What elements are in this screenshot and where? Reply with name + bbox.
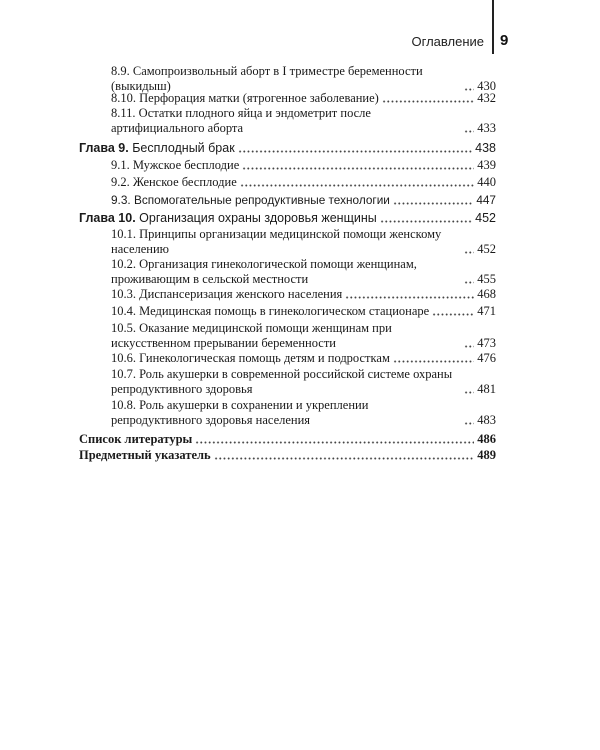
toc-entry-title	[111, 193, 390, 208]
toc-entry-title	[111, 175, 237, 190]
toc-entry-text: Бесплодный брак	[132, 141, 235, 155]
toc-entry-text: 8.11. Остатки плодного яйца и эндометрит после артифициального аборта	[111, 106, 371, 135]
chapter-label: Глава 10.	[79, 211, 136, 225]
toc-entry	[95, 158, 496, 173]
toc-entry-text: 8.9. Самопроизвольный аборт в I триместре беременности (выкидыш)	[111, 64, 423, 93]
toc-page-number: 468	[477, 287, 496, 301]
toc-entry	[79, 211, 496, 226]
toc-page-number: 452	[475, 211, 496, 225]
toc-page-number: 481	[477, 382, 496, 396]
toc-page-number: 489	[477, 448, 496, 462]
running-title: Оглавление	[411, 34, 484, 49]
toc-entry	[95, 175, 496, 190]
toc-entry-title	[111, 64, 461, 94]
dot-leader	[214, 450, 475, 460]
toc-page-number: 430	[477, 79, 496, 93]
dot-leader	[195, 434, 474, 444]
toc-entry-title	[79, 211, 377, 226]
toc-page-number: 440	[477, 175, 496, 189]
chapter-label: Глава 9.	[79, 141, 129, 155]
toc-entry-text: Список литературы	[79, 432, 193, 446]
toc-entry	[95, 257, 496, 287]
toc-entry-title	[111, 91, 379, 106]
toc-entry	[95, 91, 496, 106]
toc-entry	[95, 321, 496, 351]
dot-leader	[464, 244, 474, 254]
toc-entry-title	[111, 351, 390, 366]
toc-entry	[95, 227, 496, 257]
toc-entry-title	[111, 227, 461, 257]
dot-leader	[464, 338, 474, 348]
toc-page-number: 486	[477, 432, 496, 446]
toc-entry-text: 10.1. Принципы организации медицинской помощи женскому населению	[111, 227, 442, 256]
page-number: 9	[500, 32, 509, 49]
toc-entry	[95, 351, 496, 366]
dot-leader	[240, 177, 474, 187]
toc-entry	[95, 304, 496, 319]
toc-page-number: 433	[477, 121, 496, 135]
toc-entry-title	[111, 367, 461, 397]
dot-leader	[393, 195, 473, 205]
dot-leader	[382, 93, 474, 103]
toc-entry-title	[111, 287, 342, 302]
dot-leader	[345, 289, 474, 299]
toc-entry-text: 9.3. Вспомогательные репродуктивные технологии	[111, 193, 390, 207]
toc-entry	[95, 64, 496, 94]
toc-page-number: 476	[477, 351, 496, 365]
toc-entry	[95, 106, 496, 136]
toc-entry-text: 10.4. Медицинская помощь в гинекологическом стационаре	[111, 304, 430, 318]
toc-page-number: 438	[475, 141, 496, 155]
dot-leader	[464, 274, 474, 284]
toc-page-number: 439	[477, 158, 496, 172]
toc-entry-title	[111, 304, 429, 319]
dot-leader	[464, 123, 474, 133]
toc-entry-title	[79, 432, 192, 447]
toc-entry	[95, 367, 496, 397]
toc-entry-text: 9.1. Мужское бесплодие	[111, 158, 240, 172]
toc-entry-title	[79, 448, 211, 463]
toc-entry-text: 10.8. Роль акушерки в сохранении и укреплении репродуктивного здоровья населения	[111, 398, 369, 427]
toc-entry	[79, 432, 496, 447]
dot-leader	[380, 213, 472, 223]
dot-leader	[464, 81, 474, 91]
toc-page-number: 473	[477, 336, 496, 350]
toc-entry-text: 10.5. Оказание медицинской помощи женщинам при искусственном прерывании беременности	[111, 321, 392, 350]
toc-page-number: 447	[476, 193, 496, 207]
toc-entry-title	[111, 321, 461, 351]
toc-page-number: 471	[477, 304, 496, 318]
toc-entry-title	[111, 398, 461, 428]
dot-leader	[393, 353, 474, 363]
toc-entry-title	[111, 257, 461, 287]
toc-entry-text: 10.6. Гинекологическая помощь детям и подросткам	[111, 351, 390, 365]
toc-entry	[79, 141, 496, 156]
toc-entry-title	[79, 141, 235, 156]
toc-entry-text: Предметный указатель	[79, 448, 211, 462]
toc-entry-text: 10.2. Организация гинекологической помощи женщинам, проживающим в сельской местности	[111, 257, 417, 286]
toc-entry-text: 10.7. Роль акушерки в современной российской системе охраны репродуктивного здоровья	[111, 367, 453, 396]
toc-page-number: 452	[477, 242, 496, 256]
toc-entry-text: 8.10. Перфорация матки (ятрогенное заболевание)	[111, 91, 379, 105]
dot-leader	[464, 415, 474, 425]
dot-leader	[464, 384, 474, 394]
toc-entry-text: 10.3. Диспансеризация женского населения	[111, 287, 343, 301]
dot-leader	[242, 160, 474, 170]
toc-entry	[79, 448, 496, 463]
toc-entry-text: 9.2. Женское бесплодие	[111, 175, 237, 189]
toc-page-number: 483	[477, 413, 496, 427]
dot-leader	[238, 143, 472, 153]
dot-leader	[432, 306, 474, 316]
toc-entry-title	[111, 158, 239, 173]
toc-entry-text: Организация охраны здоровья женщины	[139, 211, 377, 225]
toc-entry	[95, 398, 496, 428]
toc-entry	[95, 193, 496, 208]
header-rule	[492, 0, 494, 54]
toc-page-number: 455	[477, 272, 496, 286]
toc-page-number: 432	[477, 91, 496, 105]
toc-entry	[95, 287, 496, 302]
toc-entry-title	[111, 106, 461, 136]
